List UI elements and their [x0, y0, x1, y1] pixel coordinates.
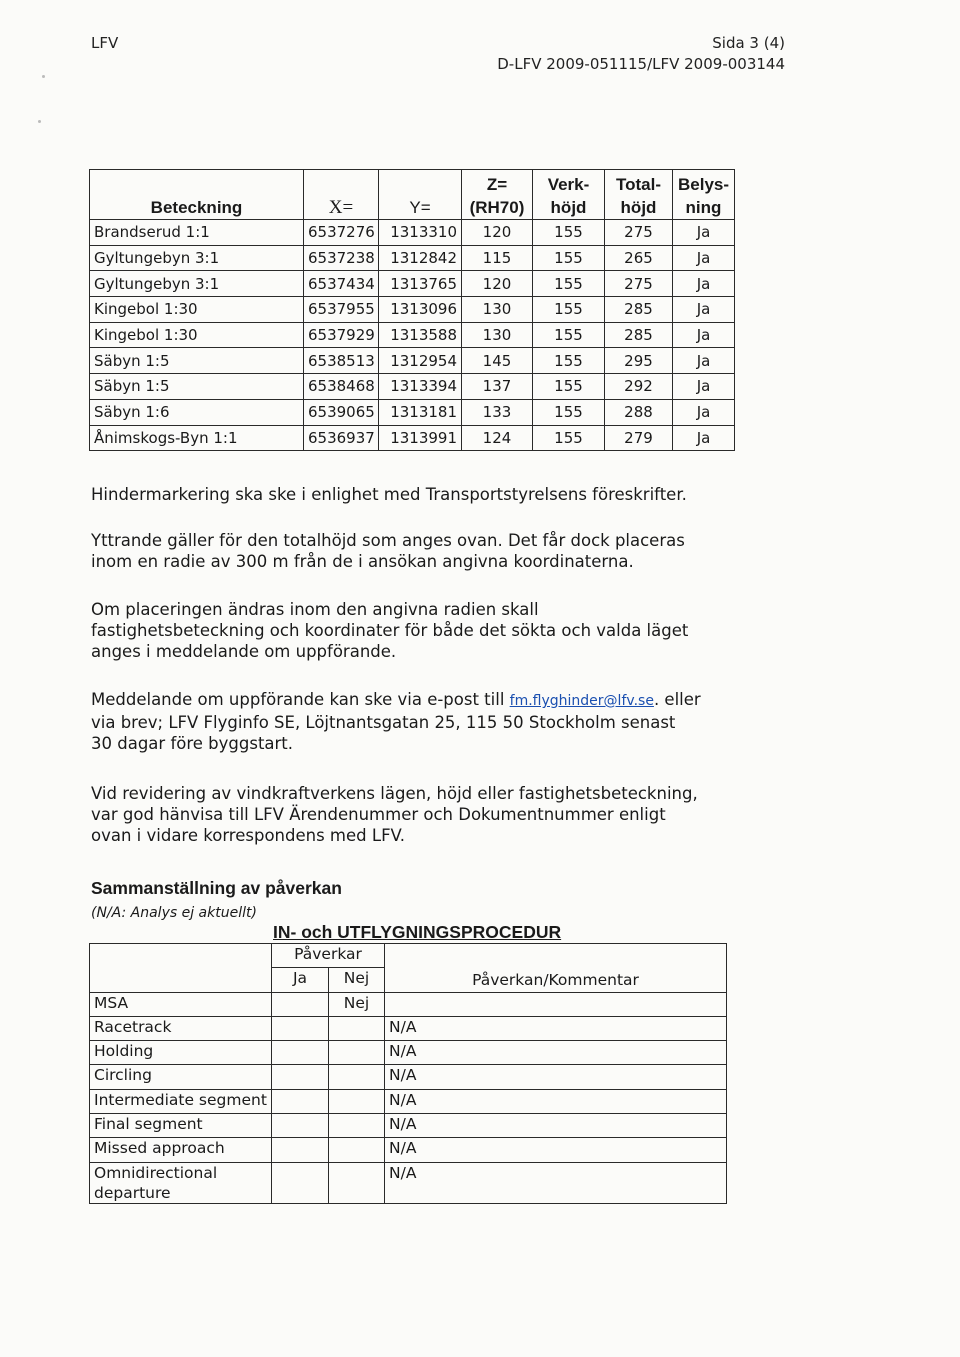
cell-y: 1313310: [379, 220, 462, 246]
cell-totalhojd: 279: [605, 425, 673, 451]
cell-y: 1313588: [379, 322, 462, 348]
impact-cell-nej: [329, 1016, 385, 1040]
impact-header-nej: Nej: [329, 968, 385, 992]
list-item: [90, 1138, 727, 1162]
cell-totalhojd: 295: [605, 348, 673, 374]
impact-header-ja: Ja: [272, 968, 329, 992]
cell-verkhojd: 155: [533, 245, 605, 271]
impact-cell-name: Intermediate segment: [90, 1089, 272, 1113]
paragraph-notification: [91, 689, 701, 754]
list-item: [90, 1114, 727, 1138]
cell-z: 120: [462, 220, 533, 246]
impact-cell-ja: [272, 1114, 329, 1138]
table-row: [90, 425, 735, 451]
header-org: LFV: [91, 34, 119, 52]
cell-x: 6539065: [304, 399, 379, 425]
impact-cell-ja: [272, 1016, 329, 1040]
col-header-belysning: Belys- ning: [673, 170, 735, 220]
cell-totalhojd: 285: [605, 322, 673, 348]
cell-designation: Säbyn 1:5: [90, 374, 304, 400]
cell-x: 6537276: [304, 220, 379, 246]
cell-verkhojd: 155: [533, 322, 605, 348]
impact-cell-nej: [329, 1065, 385, 1089]
cell-designation: Säbyn 1:6: [90, 399, 304, 425]
scan-speck: [38, 120, 41, 123]
cell-designation: Kingebol 1:30: [90, 322, 304, 348]
obstacle-table-header: [90, 170, 735, 220]
impact-cell-ja: [272, 992, 329, 1016]
cell-x: 6538468: [304, 374, 379, 400]
impact-cell-comment: N/A: [385, 1065, 727, 1089]
scan-speck: [42, 75, 45, 78]
impact-cell-ja: [272, 1138, 329, 1162]
table-row: [90, 322, 735, 348]
notification-text-end: . eller via brev; LFV Flyginfo SE, Löjtnantsgatan 25, 115 50 Stockholm senast 30 dagar före byggstart.: [91, 690, 701, 753]
obstacle-table-body: [90, 220, 735, 451]
cell-y: 1313991: [379, 425, 462, 451]
procedure-title: IN- och UTFLYGNINGSPROCEDUR: [273, 922, 562, 942]
email-link[interactable]: fm.flyghinder@lfv.se: [509, 693, 654, 709]
impact-header-paverkar: Påverkar: [272, 944, 385, 968]
impact-cell-name: Missed approach: [90, 1138, 272, 1162]
cell-verkhojd: 155: [533, 399, 605, 425]
cell-x: 6537238: [304, 245, 379, 271]
impact-cell-comment: N/A: [385, 1089, 727, 1113]
cell-belysning: Ja: [673, 220, 735, 246]
cell-belysning: Ja: [673, 245, 735, 271]
cell-totalhojd: 265: [605, 245, 673, 271]
impact-cell-nej: [329, 1041, 385, 1065]
impact-cell-comment: N/A: [385, 1138, 727, 1162]
impact-cell-ja: [272, 1065, 329, 1089]
paragraph-relocation: Om placeringen ändras inom den angivna radien skall fastighetsbeteckning och koordinater för både det sökta och valda läget anges i meddelande om uppförande.: [91, 600, 689, 661]
cell-totalhojd: 275: [605, 271, 673, 297]
cell-z: 133: [462, 399, 533, 425]
cell-verkhojd: 155: [533, 271, 605, 297]
impact-cell-ja: [272, 1041, 329, 1065]
cell-totalhojd: 288: [605, 399, 673, 425]
impact-cell-name: Racetrack: [90, 1016, 272, 1040]
impact-cell-nej: [329, 1089, 385, 1113]
col-header-x: X=: [304, 170, 379, 220]
cell-y: 1313394: [379, 374, 462, 400]
cell-y: 1313765: [379, 271, 462, 297]
impact-cell-ja: [272, 1089, 329, 1113]
col-header-totalhojd: Total- höjd: [605, 170, 673, 220]
cell-designation: Säbyn 1:5: [90, 348, 304, 374]
impact-header-blank: [90, 944, 272, 993]
list-item: [90, 992, 727, 1016]
col-header-z: Z= (RH70): [462, 170, 533, 220]
cell-verkhojd: 155: [533, 348, 605, 374]
impact-cell-ja: [272, 1162, 329, 1203]
cell-verkhojd: 155: [533, 425, 605, 451]
cell-belysning: Ja: [673, 348, 735, 374]
cell-designation: Brandserud 1:1: [90, 220, 304, 246]
impact-cell-nej: Nej: [329, 992, 385, 1016]
paragraph-marking: Hindermarkering ska ske i enlighet med Transportstyrelsens föreskrifter.: [91, 485, 687, 504]
impact-cell-nej: [329, 1138, 385, 1162]
cell-x: 6537929: [304, 322, 379, 348]
impact-table: [89, 943, 727, 1204]
impact-cell-name: MSA: [90, 992, 272, 1016]
table-row: [90, 399, 735, 425]
list-item: [90, 1162, 727, 1203]
table-row: [90, 348, 735, 374]
cell-totalhojd: 275: [605, 220, 673, 246]
cell-verkhojd: 155: [533, 297, 605, 323]
col-header-designation: Beteckning: [90, 170, 304, 220]
cell-z: 124: [462, 425, 533, 451]
impact-cell-comment: N/A: [385, 1016, 727, 1040]
cell-y: 1313181: [379, 399, 462, 425]
cell-y: 1312954: [379, 348, 462, 374]
cell-z: 130: [462, 322, 533, 348]
cell-verkhojd: 155: [533, 374, 605, 400]
impact-heading: Sammanställning av påverkan: [91, 878, 342, 898]
col-header-y: Y=: [379, 170, 462, 220]
impact-cell-name: Final segment: [90, 1114, 272, 1138]
cell-z: 130: [462, 297, 533, 323]
col-header-verkhojd: Verk- höjd: [533, 170, 605, 220]
cell-belysning: Ja: [673, 271, 735, 297]
impact-cell-name: Omnidirectional departure: [90, 1162, 272, 1203]
cell-belysning: Ja: [673, 297, 735, 323]
table-row: [90, 245, 735, 271]
impact-cell-comment: N/A: [385, 1041, 727, 1065]
table-row: [90, 297, 735, 323]
cell-designation: Gyltungebyn 3:1: [90, 245, 304, 271]
impact-cell-comment: [385, 992, 727, 1016]
cell-belysning: Ja: [673, 425, 735, 451]
cell-designation: Gyltungebyn 3:1: [90, 271, 304, 297]
cell-y: 1312842: [379, 245, 462, 271]
cell-z: 145: [462, 348, 533, 374]
cell-verkhojd: 155: [533, 220, 605, 246]
cell-belysning: Ja: [673, 399, 735, 425]
impact-cell-name: Holding: [90, 1041, 272, 1065]
table-row: [90, 374, 735, 400]
table-row: [90, 220, 735, 246]
cell-x: 6537434: [304, 271, 379, 297]
header-reference: D-LFV 2009-051115/LFV 2009-003144: [497, 55, 785, 73]
list-item: [90, 1089, 727, 1113]
impact-header-comment: Påverkan/Kommentar: [385, 944, 727, 993]
impact-header-row-1: [90, 944, 727, 968]
cell-totalhojd: 292: [605, 374, 673, 400]
impact-cell-name: Circling: [90, 1065, 272, 1089]
notification-text-start: Meddelande om uppförande kan ske via e-post till: [91, 690, 510, 709]
cell-totalhojd: 285: [605, 297, 673, 323]
cell-designation: Ånimskogs-Byn 1:1: [90, 425, 304, 451]
table-row: [90, 271, 735, 297]
cell-belysning: Ja: [673, 322, 735, 348]
cell-z: 120: [462, 271, 533, 297]
impact-cell-comment: N/A: [385, 1114, 727, 1138]
paragraph-height-validity: Yttrande gäller för den totalhöjd som anges ovan. Det får dock placeras inom en radie av 300 m från de i ansökan angivna koordinaterna.: [91, 531, 685, 571]
cell-designation: Kingebol 1:30: [90, 297, 304, 323]
cell-z: 137: [462, 374, 533, 400]
obstacle-table: [89, 169, 735, 451]
header-page-number: Sida 3 (4): [712, 34, 785, 52]
cell-z: 115: [462, 245, 533, 271]
impact-cell-nej: [329, 1114, 385, 1138]
impact-note: (N/A: Analys ej aktuellt): [91, 905, 257, 921]
cell-x: 6537955: [304, 297, 379, 323]
list-item: [90, 1065, 727, 1089]
impact-cell-comment: N/A: [385, 1162, 727, 1203]
cell-x: 6538513: [304, 348, 379, 374]
cell-belysning: Ja: [673, 374, 735, 400]
cell-x: 6536937: [304, 425, 379, 451]
impact-cell-nej: [329, 1162, 385, 1203]
list-item: [90, 1041, 727, 1065]
list-item: [90, 1016, 727, 1040]
cell-y: 1313096: [379, 297, 462, 323]
paragraph-revision: Vid revidering av vindkraftverkens lägen, höjd eller fastighetsbeteckning, var god hänvisa till LFV Ärendenummer och Dokumentnummer enligt ovan i vidare korrespondens med LFV.: [91, 784, 698, 845]
